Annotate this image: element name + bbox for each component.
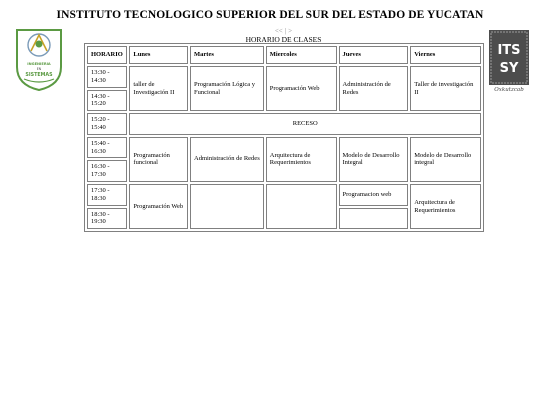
class-cell: Modelo de Desarrollo integral: [410, 137, 481, 182]
recess-cell: RECESO: [129, 113, 481, 135]
itsy-logo: [486, 29, 532, 93]
column-header-jueves: Jueves: [339, 46, 409, 64]
class-cell: taller de Investigación II: [129, 66, 188, 111]
nav-separator: |: [284, 27, 287, 35]
page-title: INSTITUTO TECNOLOGICO SUPERIOR DEL SUR DEL ESTADO DE YUCATAN: [56, 9, 484, 21]
time-slot: 18:30 - 19:30: [87, 208, 127, 230]
class-cell: Arquitectura de Requerimientos: [410, 184, 481, 229]
class-cell: Arquitectura de Requerimientos: [266, 137, 337, 182]
class-cell: Programacion web: [339, 184, 409, 206]
class-cell: Programación Web: [266, 66, 337, 111]
class-cell: Administración de Redes: [339, 66, 409, 111]
table-row: [87, 137, 481, 159]
class-cell: Programación Web: [129, 184, 188, 229]
class-cell: Programación Lógica y Funcional: [190, 66, 264, 111]
time-slot: 14:30 - 15:20: [87, 90, 127, 112]
svg-text:INGENIERIA: INGENIERIA: [27, 62, 51, 66]
table-header-row: [87, 46, 481, 64]
svg-text:SISTEMAS: SISTEMAS: [25, 73, 53, 78]
empty-cell: [266, 184, 337, 229]
time-slot: 17:30 - 18:30: [87, 184, 127, 206]
svg-text:Oxkutzcab: Oxkutzcab: [494, 87, 524, 93]
column-header-lunes: Lunes: [129, 46, 188, 64]
empty-cell: [190, 184, 264, 229]
column-header-horario: HORARIO: [87, 46, 127, 64]
time-slot: 15:40 - 16:30: [87, 137, 127, 159]
table-row: [87, 113, 481, 135]
sistemas-logo: [14, 27, 64, 91]
class-schedule-table: [84, 43, 484, 232]
svg-text:EN: EN: [36, 67, 42, 71]
class-cell: Taller de investigación II: [410, 66, 481, 111]
table-row: [87, 66, 481, 88]
svg-text:SY: SY: [499, 61, 519, 76]
time-slot: 16:30 - 17:30: [87, 160, 127, 182]
class-cell: Modelo de Desarrollo Integral: [339, 137, 409, 182]
class-cell: Programación funcional: [129, 137, 188, 182]
column-header-viernes: Viernes: [410, 46, 481, 64]
next-week-link[interactable]: >: [288, 27, 293, 35]
class-cell: Administración de Redes: [190, 137, 264, 182]
svg-text:ITS: ITS: [497, 43, 521, 58]
column-header-martes: Martes: [190, 46, 264, 64]
prev-week-link[interactable]: <<: [274, 27, 283, 35]
table-row: [87, 184, 481, 206]
week-navigation: [0, 27, 540, 35]
schedule-subtitle: HORARIO DE CLASES: [245, 35, 322, 44]
time-slot: 15:20 - 15:40: [87, 113, 127, 135]
column-header-miercoles: Miercoles: [266, 46, 337, 64]
time-slot: 13:30 - 14:30: [87, 66, 127, 88]
empty-cell: [339, 208, 409, 230]
